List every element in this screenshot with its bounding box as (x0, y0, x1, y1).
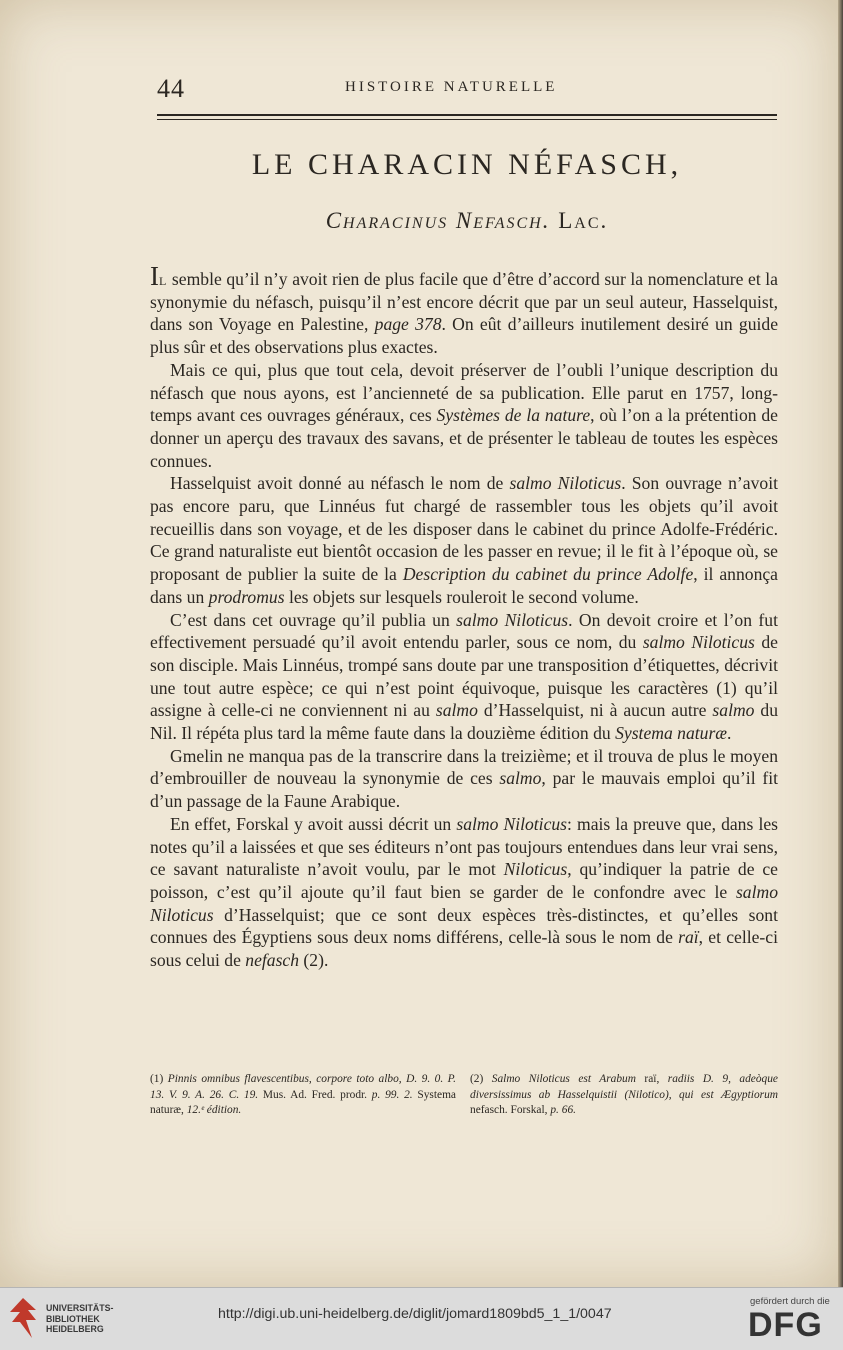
paragraph (150, 609, 778, 745)
text-run: (2) (470, 1073, 492, 1085)
italic-text: 12.ᵉ édition. (186, 1104, 242, 1116)
text-run: raï, (635, 1073, 668, 1085)
italic-text: p. 99. 2. (371, 1088, 413, 1101)
page-header (157, 74, 777, 104)
text-run: , et celle-ci sous celui de (150, 927, 778, 971)
text-run: . On devoit croire et l’on fut effectivement persuadé qu’il avoit entendu parler, sous ce nom, du (150, 609, 778, 653)
italic-text: salmo (435, 700, 478, 721)
text-run: d’Hasselquist; que ce sont deux espèces très-distinctes, et qu’elles sont connues des Égyptiens sous deux noms différens, celle-là sous le nom de (150, 904, 778, 948)
text-run: du Nil. Il répéta plus tard la même faute dans la douzième édition du (150, 700, 779, 744)
text-run: En effet, Forskal y avoit aussi décrit un (170, 813, 457, 834)
text-run: C’est dans cet ouvrage qu’il publia un (170, 609, 457, 630)
italic-text: salmo (712, 700, 755, 721)
italic-text: Niloticus (503, 859, 568, 880)
library-name-line: UNIVERSITÄTS- (46, 1303, 114, 1313)
italic-text: prodromus (208, 586, 285, 607)
italic-text: nefasch (245, 950, 300, 971)
italic-text: salmo Niloticus (642, 632, 755, 653)
paragraph (150, 472, 778, 608)
text-run: : mais la preuve que, dans les notes qu’il a laissées et que ses éditeurs n’ont pas toujours entendues dans leur vrai sens, ce savant naturaliste n’avoit voulu, par le mot (150, 813, 778, 880)
text-run: , qu’indiquer la patrie de ce poisson, c’est qu’il ajoute qu’il faut bien se garder de le confondre avec le (150, 859, 778, 902)
text-run: Mus. Ad. Fred. prodr. (258, 1088, 372, 1101)
text-run: de son disciple. Mais Linnéus, trompé sans doute par une transposition d’étiquettes, décrivit une tout autre espèce; ce qui n’est point équivoque, puisque les caractères (1) qu’il assigne à celle-ci ne conviennent ni au (150, 632, 778, 721)
paragraph (150, 813, 778, 972)
italic-text: salmo Niloticus (509, 473, 622, 494)
text-run: Mais ce qui, plus que tout cela, devoit préserver de l’oubli l’unique description du néfasch que nous ayons, est l’ancienneté de sa publication. Elle parut en 1757, long-temps avant ces ouvrages généraux, ces (150, 359, 778, 426)
footnote-2 (470, 1072, 778, 1119)
text-run: Gmelin ne manqua pas de la transcrire dans la treizième; et il trouva de plus le moyen d’embrouiller de nouveau la synonymie de ces (150, 745, 778, 789)
text-run: , il annonça dans un (150, 564, 778, 607)
chapter-title: LE CHARACIN NÉFASCH, (251, 148, 683, 181)
sponsor-label: gefördert durch die (750, 1296, 830, 1307)
permalink-url[interactable]: http://digi.ub.uni-heidelberg.de/diglit/jomard1809bd5_1_1/0047 (218, 1306, 612, 1322)
italic-text: Systema naturæ (615, 723, 728, 744)
running-title: HISTOIRE NATURELLE (345, 79, 558, 95)
italic-text: salmo Niloticus (456, 813, 568, 834)
text-run: (1) (150, 1073, 168, 1085)
text-run: semble qu’il n’y avoit rien de plus facile que d’être d’accord sur la nomenclature et la synonymie du néfasch, puisqu’il n’est encore décrit que par un seul auteur, Hasselquist, dans son Voyage en Palestine, (150, 269, 778, 335)
text-run: Systema naturæ, (150, 1088, 456, 1116)
italic-text: salmo Niloticus (150, 881, 778, 925)
text-run: les objets sur lesquels rouleroit le second volume. (284, 586, 639, 607)
latin-name: Characinus Nefasch. (325, 208, 551, 233)
italic-text: page 378 (374, 314, 442, 335)
text-run: d’Hasselquist, ni à aucun autre (477, 700, 713, 721)
drop-cap: I (150, 261, 159, 291)
italic-text: raï (678, 927, 699, 948)
text-run: nefasch. Forskal, (470, 1104, 551, 1116)
library-name-line: HEIDELBERG (46, 1324, 104, 1334)
chapter-subtitle (157, 208, 777, 234)
italic-text: salmo (499, 768, 542, 789)
paragraph (150, 359, 778, 473)
paragraph (150, 745, 778, 813)
italic-text: radiis D. 9, adeòque diversissimus ab Hasselquistii (Nilotico), qui est Ægyptiorum (470, 1073, 778, 1101)
paragraph (150, 261, 778, 359)
italic-text: Salmo Niloticus est Arabum (491, 1073, 636, 1085)
small-caps-text: l (159, 269, 168, 289)
text-run: (2). (299, 950, 329, 971)
header-rule-thick (157, 114, 777, 116)
italic-text: Description du cabinet du prince Adolfe (402, 564, 694, 585)
italic-text: Pinnis omnibus flavescentibus, corpore toto albo, D. 9. 0. P. 13. V. 9. A. 26. C. 19. (150, 1073, 456, 1101)
italic-text: p. 66. (550, 1104, 576, 1116)
text-run: , où l’on a la prétention de donner un aperçu des travaux des savans, et de présenter le tableau de toutes les espèces connues. (150, 405, 778, 471)
page-edge-shadow (838, 0, 843, 1287)
author-abbrev: Lac. (558, 208, 609, 233)
library-name (46, 1303, 113, 1335)
text-run: . Son ouvrage n’avoit pas encore paru, que Linnéus fut chargé de rassembler tous les objets qu’il avoit recueillis dans son voyage, et de les disposer dans le cabinet du prince Adolfe-Frédéric. Ce grand naturaliste eut bientôt occasion de les passer en revue; il le fit à l’époque où, se proposant de publier la suite de la (150, 473, 778, 585)
page-number: 44 (157, 74, 185, 103)
dfg-logo: DFG (748, 1306, 823, 1344)
text-run: , par le mauvais emploi qu’il fit d’un passage de la Faune Arabique. (150, 768, 778, 812)
viewer-footer (0, 1287, 843, 1350)
body-text (150, 261, 779, 972)
header-rule-thin (157, 119, 777, 120)
university-library-logo-icon (6, 1296, 40, 1340)
text-run: . On eût d’ailleurs inutilement desiré un guide plus sûr et des observations plus exactes. (150, 314, 778, 358)
footnote-1 (150, 1072, 456, 1119)
text-run: Hasselquist avoit donné au néfasch le nom de (170, 473, 510, 494)
italic-text: salmo Niloticus (456, 609, 569, 630)
library-name-line: BIBLIOTHEK (46, 1313, 100, 1324)
text-run: . (727, 723, 732, 744)
italic-text: Systèmes de la nature (436, 405, 591, 426)
